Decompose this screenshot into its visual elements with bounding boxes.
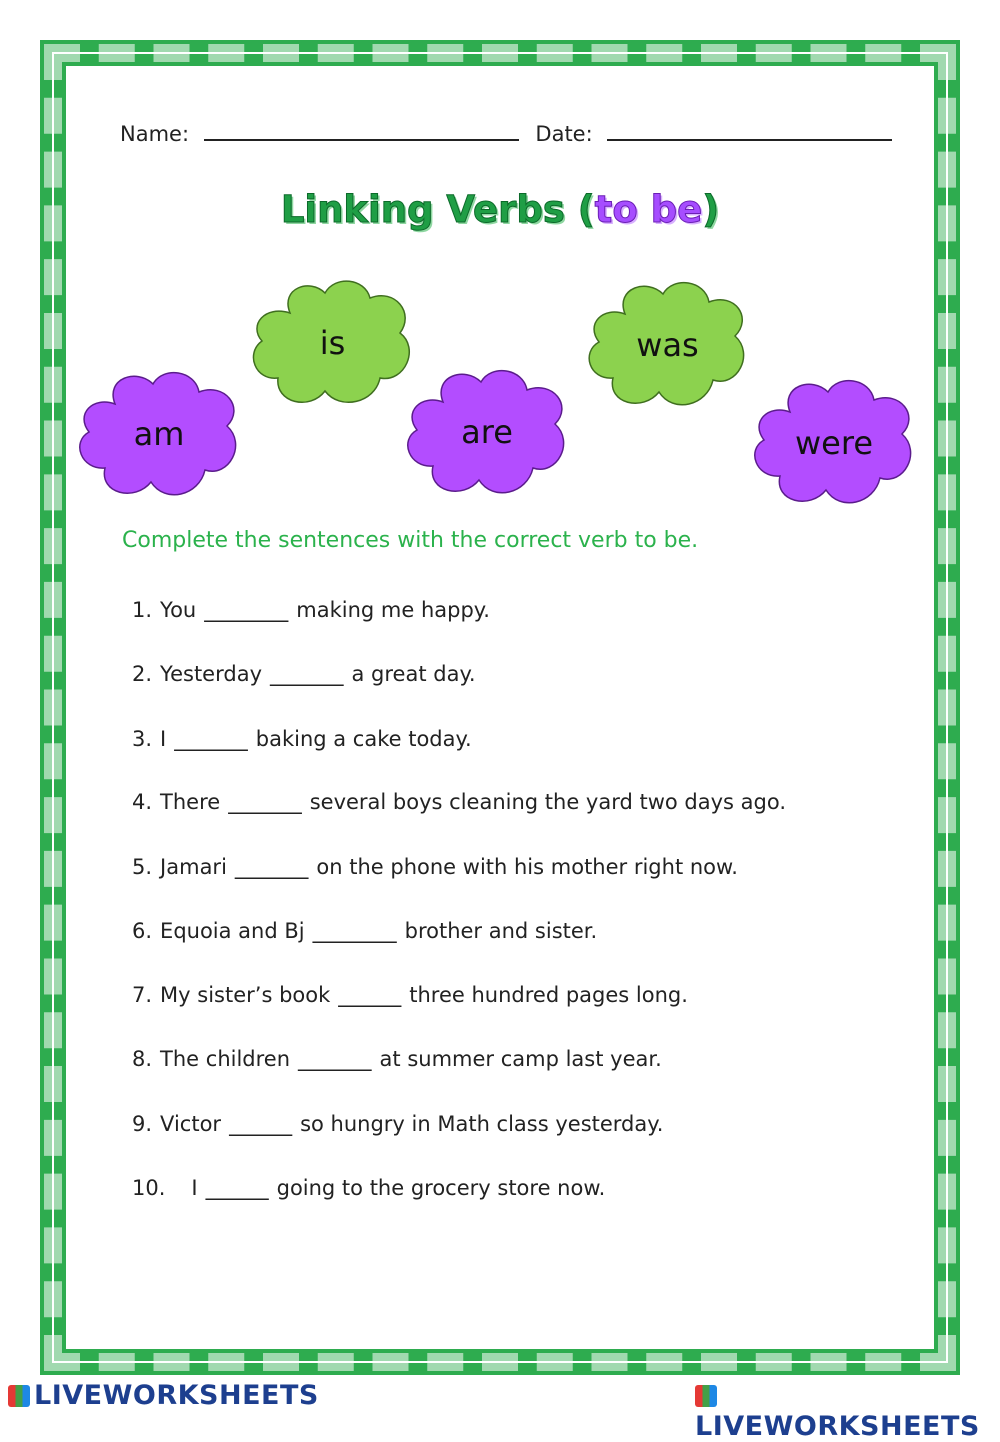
question-number: 2. — [132, 662, 153, 686]
question-number: 10. — [132, 1176, 166, 1200]
question-text-before: There — [160, 790, 221, 814]
logo-badge-icon — [8, 1385, 30, 1407]
question-text-after: several boys cleaning the yard two days ago. — [309, 790, 787, 814]
name-field[interactable] — [204, 138, 519, 141]
question-text-before: Jamari — [160, 855, 227, 879]
answer-blank[interactable]: _______ — [270, 662, 344, 686]
question-text-before: The children — [160, 1047, 291, 1071]
question-text-after: on the phone with his mother right now. — [316, 855, 738, 879]
question-row — [132, 727, 472, 751]
question-text-after: baking a cake today. — [255, 727, 472, 751]
name-date-row — [120, 122, 892, 146]
question-row — [132, 919, 597, 943]
question-row — [132, 790, 786, 814]
question-row — [132, 1176, 605, 1200]
question-row — [132, 855, 738, 879]
question-number: 6. — [132, 919, 153, 943]
liveworksheets-logo-right: LIVEWORKSHEETS — [695, 1380, 1000, 1442]
answer-blank[interactable]: _______ — [234, 855, 309, 879]
question-number: 7. — [132, 983, 153, 1007]
question-row — [132, 598, 490, 622]
answer-blank[interactable]: ________ — [312, 919, 397, 943]
question-text-after: brother and sister. — [404, 919, 598, 943]
answer-blank[interactable]: ________ — [204, 598, 289, 622]
question-text-after: so hungry in Math class yesterday. — [300, 1112, 664, 1136]
question-number: 1. — [132, 598, 153, 622]
question-text-after: a great day. — [351, 662, 476, 686]
answer-blank[interactable]: ______ — [205, 1176, 269, 1200]
word-cloud-is — [250, 273, 415, 413]
title-highlight: to be — [594, 188, 703, 231]
question-row — [132, 983, 688, 1007]
vine-border — [40, 40, 960, 1375]
question-row — [132, 662, 476, 686]
question-number: 4. — [132, 790, 153, 814]
logo-badge-icon — [695, 1385, 717, 1407]
word-is: is — [319, 324, 346, 362]
question-text-before: I — [160, 727, 167, 751]
word-cloud-am — [75, 364, 243, 504]
question-text-before: You — [160, 598, 197, 622]
question-text-after: going to the grocery store now. — [276, 1176, 606, 1200]
word-are: are — [461, 413, 513, 451]
answer-blank[interactable]: _______ — [298, 1047, 372, 1071]
answer-blank[interactable]: _______ — [174, 727, 248, 751]
question-number: 3. — [132, 727, 153, 751]
word-were: were — [795, 424, 873, 462]
word-cloud-were — [750, 372, 918, 514]
question-text-before: I — [191, 1176, 198, 1200]
word-am: am — [133, 415, 185, 453]
question-text-before: Yesterday — [160, 662, 262, 686]
question-text-after: making me happy. — [296, 598, 490, 622]
question-text-after: at summer camp last year. — [379, 1047, 662, 1071]
question-text-before: My sister’s book — [160, 983, 331, 1007]
question-text-after: three hundred pages long. — [409, 983, 688, 1007]
answer-blank[interactable]: _______ — [228, 790, 302, 814]
question-number: 8. — [132, 1047, 153, 1071]
instruction-text: Complete the sentences with the correct verb to be. — [122, 528, 699, 553]
word-cloud-was — [585, 276, 750, 414]
date-field[interactable] — [607, 138, 892, 141]
question-number: 5. — [132, 855, 153, 879]
question-text-before: Victor — [160, 1112, 222, 1136]
word-was: was — [636, 326, 699, 364]
question-row — [132, 1047, 662, 1071]
word-cloud-are — [403, 362, 571, 502]
page-title: Linking Verbs (to be) — [280, 188, 720, 231]
date-label: Date: — [535, 122, 593, 146]
answer-blank[interactable]: ______ — [229, 1112, 293, 1136]
question-text-before: Equoia and Bj — [160, 919, 305, 943]
liveworksheets-logo-left: LIVEWORKSHEETS — [8, 1380, 319, 1411]
question-row — [132, 1112, 663, 1136]
question-number: 9. — [132, 1112, 153, 1136]
answer-blank[interactable]: ______ — [338, 983, 402, 1007]
name-label: Name: — [120, 122, 190, 146]
